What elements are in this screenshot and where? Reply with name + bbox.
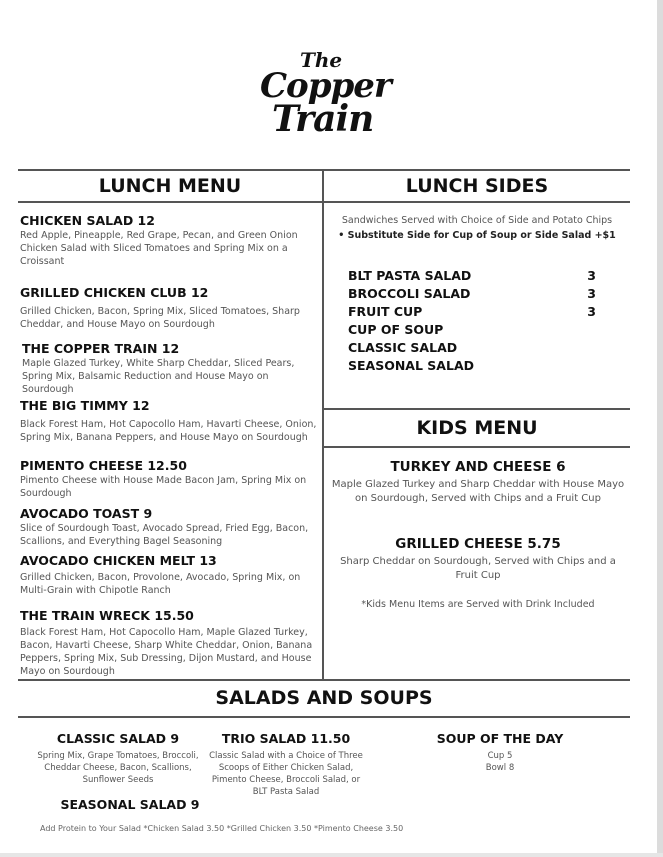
lunch-item [20,285,320,331]
lunch-item-desc: Grilled Chicken, Bacon, Provolone, Avocado, Spring Mix, on Multi-Grain with Chipotle Ranch [20,572,301,596]
lunch-item-desc: Red Apple, Pineapple, Red Grape, Pecan, and Green Onion Chicken Salad with Sliced Tomatoes and Spring Mix on a Croissant [20,230,298,267]
classic-salad-desc: Spring Mix, Grape Tomatoes, Broccoli, Cheddar Cheese, Bacon, Scallions, Sunflower Seeds [37,751,199,785]
lunch-item-title: AVOCADO CHICKEN MELT 13 [20,553,217,568]
lunch-item [20,213,320,268]
header-divider [18,201,630,203]
classic-salad [28,731,208,786]
kids-menu-heading: KIDS MENU [416,417,538,439]
side-item-price: 3 [587,304,596,319]
lunch-item-title: GRILLED CHICKEN CLUB 12 [20,285,209,300]
sides-substitute-note [328,229,626,242]
lunch-menu-heading: LUNCH MENU [98,175,242,197]
copper-train-logo [250,48,400,138]
side-item [348,304,608,322]
top-divider [18,169,630,171]
page-edge-shadow [657,0,663,857]
kids-top-divider [324,408,630,410]
logo-line-the: The [300,48,343,72]
protein-addon-note: Add Protein to Your Salad *Chicken Salad 3.50 *Grilled Chicken 3.50 *Pimento Cheese 3.50 [40,824,404,833]
page-bottom-shadow [0,853,663,857]
salads-soups-heading: SALADS AND SOUPS [215,687,433,709]
seasonal-salad [40,797,220,813]
trio-salad [200,731,372,798]
lunch-item [20,398,320,444]
side-item [348,340,608,358]
kids-item [328,458,628,506]
side-item-name: FRUIT CUP [348,304,423,319]
lunch-item-title: PIMENTO CHEESE 12.50 [20,458,187,473]
lunch-item [20,458,320,500]
lunch-item-title: THE TRAIN WRECK 15.50 [20,608,194,623]
kids-item-title: TURKEY AND CHEESE 6 [390,459,566,475]
lunch-item-desc: Pimento Cheese with House Made Bacon Jam, Spring Mix on Sourdough [20,475,307,499]
side-item-name: CLASSIC SALAD [348,340,458,355]
soup-of-the-day [420,731,580,774]
side-item-price: 3 [587,268,596,283]
lunch-sides-heading: LUNCH SIDES [405,175,549,197]
lunch-item [20,553,320,597]
sides-substitute-text: • Substitute Side for Cup of Soup or Side Salad +$1 [338,230,616,241]
lunch-item-title: AVOCADO TOAST 9 [20,506,153,521]
side-item [348,286,608,304]
kids-header-divider [324,446,630,448]
salads-header-divider [18,716,630,718]
lunch-item-title: THE COPPER TRAIN 12 [22,341,180,356]
side-item [348,358,608,376]
side-item [348,322,608,340]
lunch-item-title: THE BIG TIMMY 12 [20,398,150,413]
lunch-item-desc: Black Forest Ham, Hot Capocollo Ham, Maple Glazed Turkey, Bacon, Havarti Cheese, Sharp White Cheddar, Onion, Banana Peppers, Spring Mix, Sub Dressing, Dijon Mustard, and House Mayo on Sourdough [20,627,313,677]
lunch-item-desc: Slice of Sourdough Toast, Avocado Spread, Fried Egg, Bacon, Scallions, and Everything Bagel Seasoning [20,523,309,547]
logo-line-train: Train [272,98,374,140]
sides-note: Sandwiches Served with Choice of Side and Potato Chips [341,215,613,226]
lunch-item [22,341,322,396]
kids-item-title: GRILLED CHEESE 5.75 [395,536,561,552]
classic-salad-title: CLASSIC SALAD 9 [56,731,180,746]
sides-list [348,268,608,376]
lunch-item [20,506,320,548]
kids-drink-note: *Kids Menu Items are Served with Drink Included [361,599,595,610]
logo-line-copper: Copper [260,66,391,106]
side-item [348,268,608,286]
kids-item-desc: Maple Glazed Turkey and Sharp Cheddar with House Mayo on Sourdough, Served with Chips and a Fruit Cup [331,479,625,504]
seasonal-salad-title: SEASONAL SALAD 9 [60,797,200,812]
soup-cup-price: Cup 5 [487,751,513,761]
soup-title: SOUP OF THE DAY [436,731,564,746]
side-item-name: BLT PASTA SALAD [348,268,472,283]
soup-bowl-price: Bowl 8 [485,763,515,773]
kids-item [328,535,628,583]
lunch-item [20,608,320,678]
trio-salad-desc: Classic Salad with a Choice of Three Scoops of Either Chicken Salad, Pimento Cheese, Broccoli Salad, or BLT Pasta Salad [209,751,363,797]
side-item-name: CUP OF SOUP [348,322,444,337]
lunch-item-desc: Maple Glazed Turkey, White Sharp Cheddar, Sliced Pears, Spring Mix, Balsamic Reduction and House Mayo on Sourdough [22,358,295,395]
salads-top-divider [18,679,630,681]
lunch-item-desc: Black Forest Ham, Hot Capocollo Ham, Havarti Cheese, Onion, Spring Mix, Banana Peppers, and House Mayo on Sourdough [20,419,317,443]
side-item-name: BROCCOLI SALAD [348,286,471,301]
lunch-item-title: CHICKEN SALAD 12 [20,213,155,228]
trio-salad-title: TRIO SALAD 11.50 [221,731,351,746]
side-item-price: 3 [587,286,596,301]
lunch-item-desc: Grilled Chicken, Bacon, Spring Mix, Sliced Tomatoes, Sharp Cheddar, and House Mayo on Sourdough [20,306,300,330]
kids-item-desc: Sharp Cheddar on Sourdough, Served with Chips and a Fruit Cup [340,556,616,581]
side-item-name: SEASONAL SALAD [348,358,474,373]
